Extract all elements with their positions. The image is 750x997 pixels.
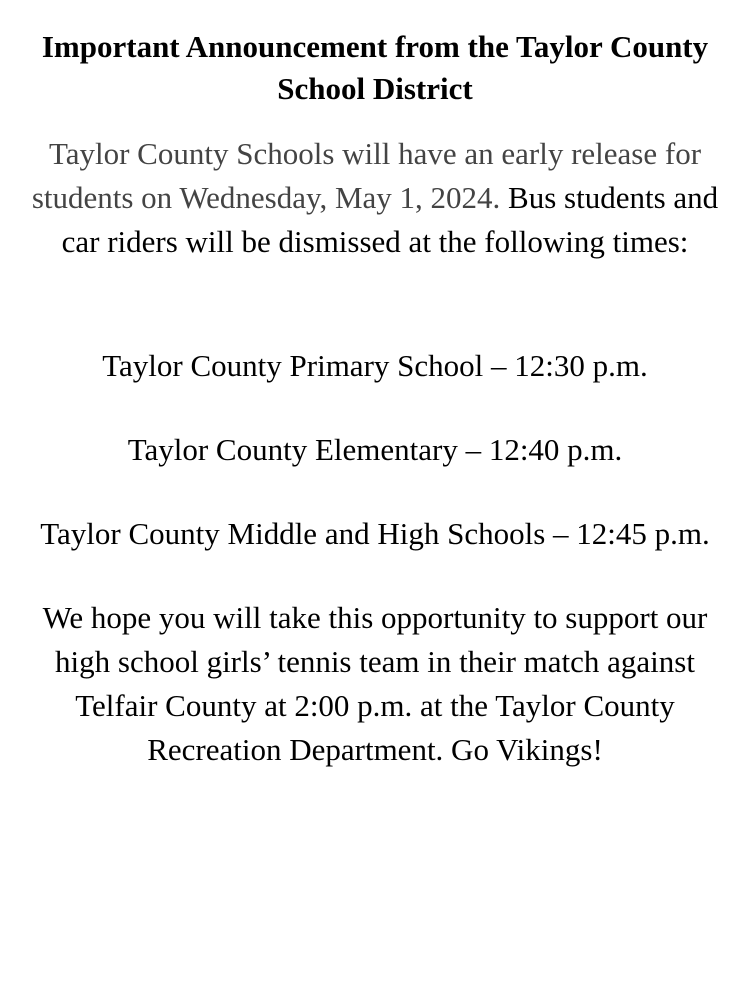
dismissal-time-middle-high: Taylor County Middle and High Schools – 12:45 p.m.: [40, 516, 710, 551]
dismissal-time-elementary: Taylor County Elementary – 12:40 p.m.: [127, 432, 623, 467]
dismissal-time-primary: Taylor County Primary School – 12:30 p.m.: [102, 348, 648, 383]
dismissal-times-list: [18, 344, 732, 555]
intro-lead-text: Taylor County Schools will have an early release for students on Wednesday, May 1, 2024.: [31, 136, 702, 215]
announcement-title: Important Announcement from the Taylor County School District: [41, 29, 709, 106]
intro-rest-text: Bus students and car riders will be dismissed at the following times:: [61, 180, 719, 259]
announcement-closing: We hope you will take this opportunity to support our high school girls’ tennis team in their match against Telfair County at 2:00 p.m. at the Taylor County Recreation Department. Go Vikings!: [42, 600, 708, 767]
announcement-intro: [18, 132, 732, 264]
